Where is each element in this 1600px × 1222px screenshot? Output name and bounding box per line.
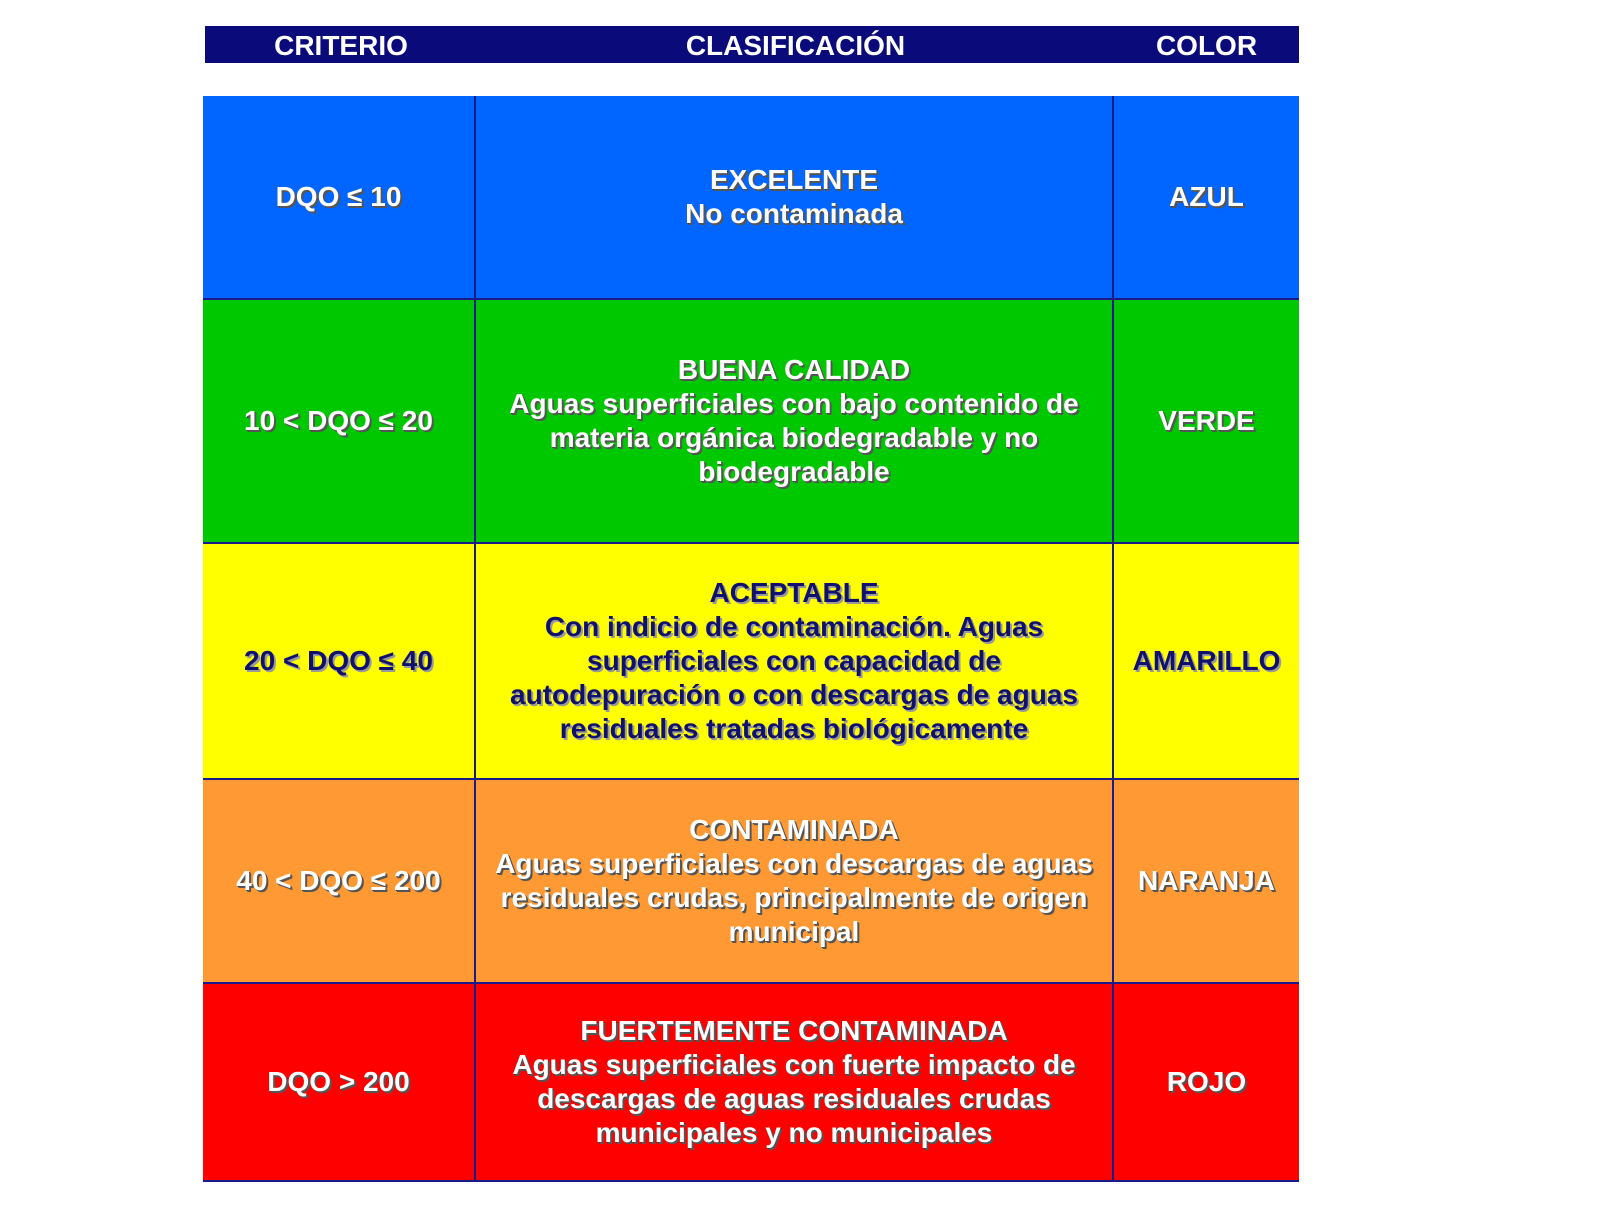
table-row-verde	[203, 300, 1299, 544]
clasificacion-cell	[476, 780, 1114, 984]
color-cell: VERDE	[1114, 300, 1299, 544]
clasificacion-cell	[476, 984, 1114, 1182]
criterio-cell: 10 < DQO ≤ 20	[203, 300, 476, 544]
clasificacion-cell	[476, 96, 1114, 300]
color-cell: AMARILLO	[1114, 544, 1299, 780]
clasificacion-title: FUERTEMENTE CONTAMINADA	[580, 1015, 1008, 1046]
clasificacion-title: EXCELENTE	[709, 164, 879, 195]
table-row-azul	[203, 96, 1299, 300]
color-cell: ROJO	[1114, 984, 1299, 1182]
clasificacion-cell	[476, 544, 1114, 780]
header-criterio: CRITERIO	[274, 30, 408, 61]
clasificacion-title: BUENA CALIDAD	[677, 354, 911, 385]
criterio-cell: 40 < DQO ≤ 200	[203, 780, 476, 984]
criterio-cell: DQO ≤ 10	[203, 96, 476, 300]
criterio-cell: 20 < DQO ≤ 40	[203, 544, 476, 780]
clasificacion-description: Aguas superficiales con bajo contenido de materia orgánica biodegradable y no biodegradable	[509, 388, 1079, 487]
table-row-rojo	[203, 984, 1299, 1182]
quality-table	[203, 96, 1299, 1182]
table-row-amarillo	[203, 544, 1299, 780]
header-color: COLOR	[1155, 30, 1258, 61]
clasificacion-title: CONTAMINADA	[689, 814, 899, 845]
color-cell: NARANJA	[1114, 780, 1299, 984]
clasificacion-cell	[476, 300, 1114, 544]
clasificacion-description: Aguas superficiales con descargas de aguas residuales crudas, principalmente de origen municipal	[495, 848, 1093, 947]
header-clasificacion: CLASIFICACIÓN	[685, 30, 906, 61]
table-header	[205, 26, 1299, 63]
criterio-cell: DQO > 200	[203, 984, 476, 1182]
color-cell: AZUL	[1114, 96, 1299, 300]
table-row-naranja	[203, 780, 1299, 984]
clasificacion-description: No contaminada	[685, 198, 903, 229]
clasificacion-title: ACEPTABLE	[709, 577, 879, 608]
clasificacion-description: Aguas superficiales con fuerte impacto de descargas de aguas residuales crudas municipales y no municipales	[512, 1049, 1076, 1148]
clasificacion-description: Con indicio de contaminación. Aguas superficiales con capacidad de autodepuración o con descargas de aguas residuales tratadas biológicamente	[510, 611, 1078, 744]
